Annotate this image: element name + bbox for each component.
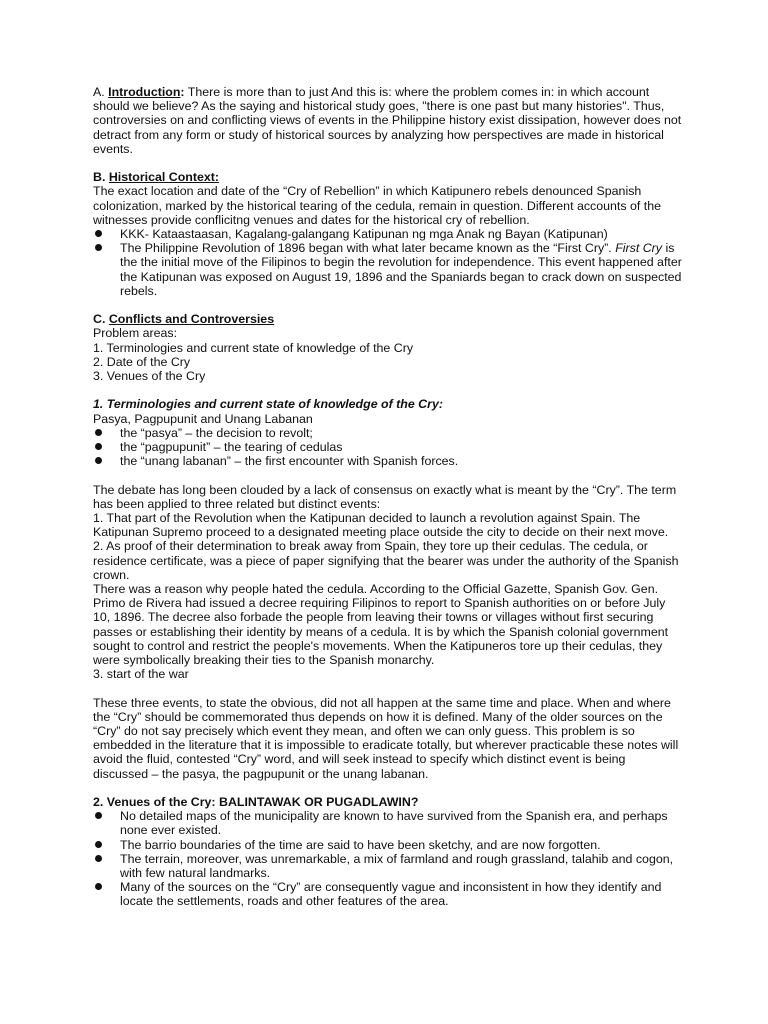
- event-1-paragraph: 1. That part of the Revolution when the Katipunan decided to launch a revolution against Spain. The Katipunan Supremo proceed to a designated meeting place outside the city to decide on their next move.: [93, 511, 669, 540]
- conflicts-prefix: C.: [93, 312, 109, 327]
- conflicts-heading: Conflicts and Controversies: [108, 312, 275, 327]
- context-heading: Historical Context:: [108, 170, 219, 185]
- venues-bullet-list: [93, 809, 683, 908]
- debate-paragraph: The debate has long been clouded by a lack of consensus on exactly what is meant by the “Cry”. The term has been applied to three related but distinct events:: [93, 482, 677, 511]
- spacer: [93, 156, 683, 170]
- context-heading-line: [93, 170, 683, 184]
- intro-heading: Introduction: [108, 85, 181, 99]
- first-cry-emphasis: First Cry: [615, 241, 663, 256]
- intro-colon: :: [180, 85, 185, 99]
- intro-text: There is more than to just And this is: where the problem comes in: in which account should we believe? As the saying and historical study goes, "there is one past but many histories". Thus, controversies on and conflicting views of events in the Philippine history exist dissipation, however does not detract from any form or study of historical sources by analyzing how perspectives are made in historical events.: [93, 85, 682, 156]
- terminology-bullet: the “pagpupunit” – the tearing of cedulas: [93, 440, 683, 454]
- context-bullet-list: [93, 227, 683, 298]
- problem-item: 2. Date of the Cry: [93, 354, 191, 369]
- terminologies-subheading: Pasya, Pagpupunit and Unang Labanan: [93, 411, 313, 426]
- venue-bullet: The terrain, moreover, was unremarkable, a mix of farmland and rough grassland, talahib and cogon, with few natural landmarks.: [93, 852, 683, 880]
- document-page: [93, 85, 683, 909]
- spacer: [93, 468, 683, 482]
- cedula-reason-paragraph: There was a reason why people hated the cedula. According to the Official Gazette, Spanish Gov. Gen. Primo de Rivera had issued a decree requiring Filipinos to report to Spanish authorities on or before July 10, 1896. The decree also forbade the people from leaving their towns or villages without first securing passes or establishing their identity by means of a cedula. It is by which the Spanish colonial government sought to control and restrict the people's movements. When the Katipuneros tore up their cedulas, they were symbolically breaking their ties to the Spanish monarchy.: [93, 582, 669, 668]
- venues-heading: 2. Venues of the Cry: BALINTAWAK OR PUGADLAWIN?: [93, 795, 419, 810]
- context-bullet: [93, 241, 683, 298]
- spacer: [93, 681, 683, 695]
- spacer: [93, 298, 683, 312]
- venue-bullet: The barrio boundaries of the time are said to have been sketchy, and are now forgotten.: [93, 838, 683, 852]
- spacer: [93, 781, 683, 795]
- event-3-paragraph: 3. start of the war: [93, 667, 189, 682]
- problem-item: 3. Venues of the Cry: [93, 369, 206, 384]
- terminologies-heading: 1. Terminologies and current state of knowledge of the Cry:: [93, 397, 443, 412]
- bullet-text: The Philippine Revolution of 1896 began with what later became known as the “First Cry”.: [120, 241, 616, 256]
- context-paragraph: The exact location and date of the “Cry of Rebellion” in which Katipunero rebels denounced Spanish colonization, marked by the historical tearing of the cedula, remain in question. Different accounts of the witnesses provide conflicitng venues and dates for the historical cry of rebellion.: [93, 184, 661, 227]
- terminology-bullet: the “unang labanan” – the first encounter with Spanish forces.: [93, 454, 683, 468]
- obvious-paragraph: These three events, to state the obvious, did not all happen at the same time and place. When and where the “Cry” should be commemorated thus depends on how it is defined. Many of the older sources on the “Cry” do not say precisely which event they mean, and often we can only guess. This problem is so embedded in the literature that it is impossible to eradicate totally, but wherever practicable these notes will avoid the fluid, contested “Cry” word, and will seek instead to specify which distinct event is being discussed – the pasya, the pagpupunit or the unang labanan.: [93, 695, 679, 781]
- venue-bullet: No detailed maps of the municipality are known to have survived from the Spanish era, and perhaps none ever existed.: [93, 809, 683, 837]
- bullet-text: is the the initial move of the Filipinos to begin the revolution for independence. This event happened after the Katipunan was exposed on August 19, 1896 and the Spaniards began to crack down on suspected rebels.: [120, 241, 682, 298]
- problem-item: 1. Terminologies and current state of knowledge of the Cry: [93, 340, 414, 355]
- problem-areas-label: Problem areas:: [93, 326, 178, 341]
- terminology-bullet: the “pasya” – the decision to revolt;: [93, 426, 683, 440]
- intro-paragraph: [93, 85, 683, 156]
- event-2-paragraph: 2. As proof of their determination to break away from Spain, they tore up their cedulas. The cedula, or residence certificate, was a piece of paper signifying that the bearer was under the authority of the Spanish crown.: [93, 539, 679, 582]
- context-prefix: B.: [93, 170, 109, 185]
- venue-bullet: Many of the sources on the “Cry” are consequently vague and inconsistent in how they identify and locate the settlements, roads and other features of the area.: [93, 880, 683, 908]
- conflicts-heading-line: [93, 312, 683, 326]
- terminologies-bullet-list: [93, 426, 683, 469]
- intro-prefix: A.: [93, 85, 109, 99]
- spacer: [93, 383, 683, 397]
- context-bullet: KKK- Kataastaasan, Kagalang-galangang Katipunan ng mga Anak ng Bayan (Katipunan): [93, 227, 683, 241]
